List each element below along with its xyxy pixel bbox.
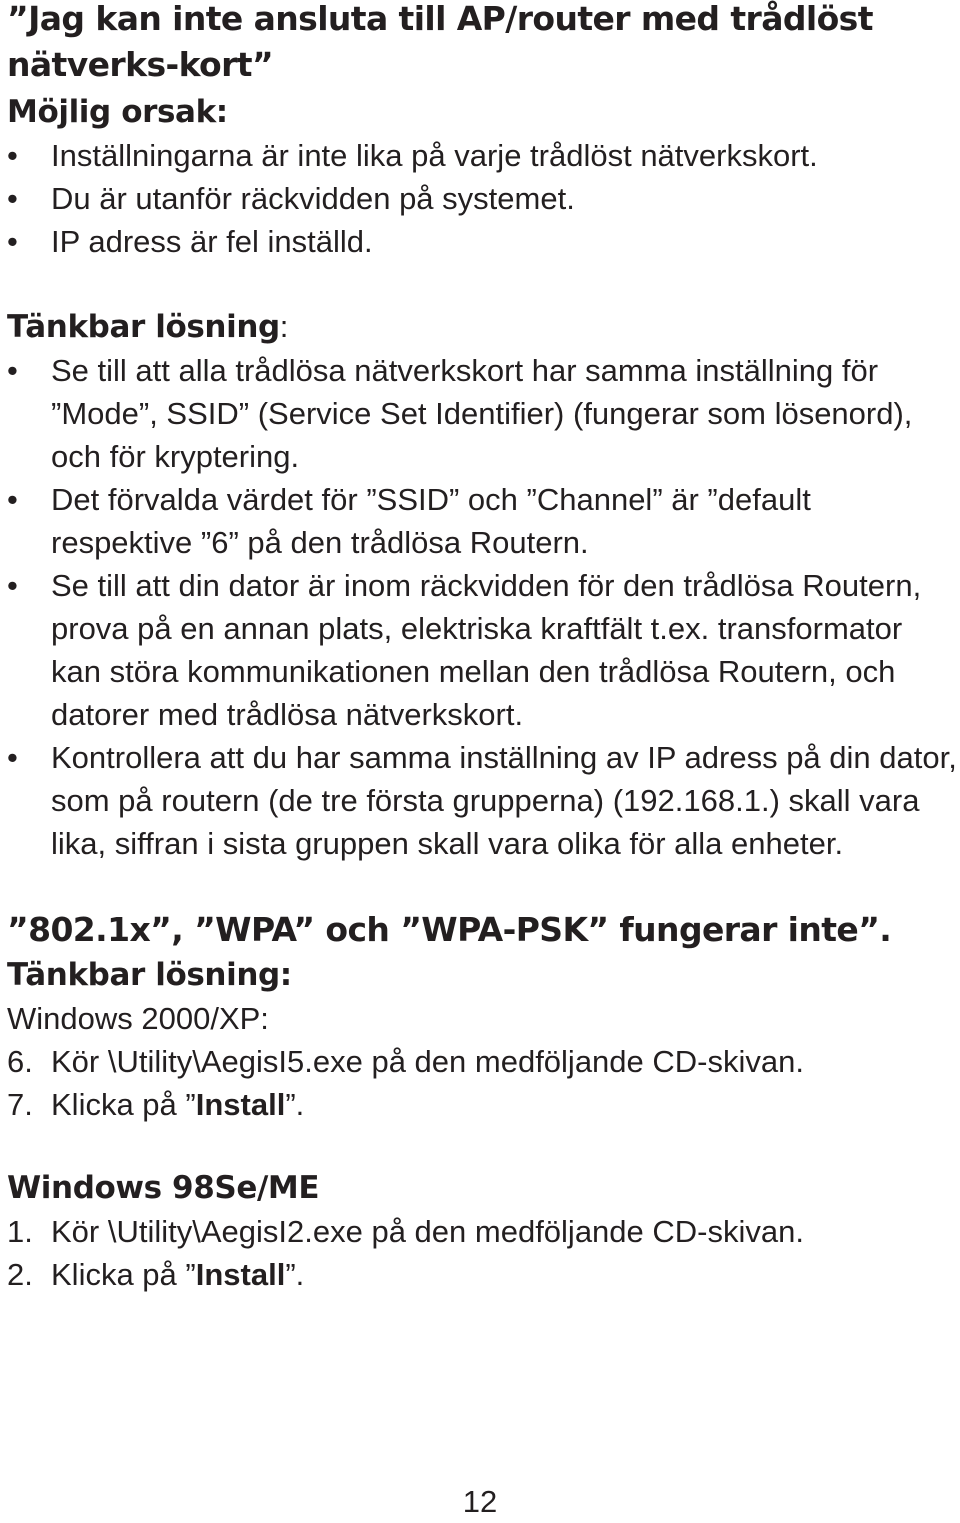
solution-heading [7, 305, 957, 349]
section-title-win98: Windows 98Se/ME [7, 1170, 320, 1206]
step-install-label: Install [195, 1087, 286, 1122]
solution-heading-colon: : [279, 309, 289, 344]
cause-item [7, 177, 957, 220]
solution-item [7, 349, 957, 478]
bullet-icon: • [7, 224, 18, 259]
bullet-icon: • [7, 138, 18, 173]
step-item [7, 1253, 957, 1296]
solution-item [7, 478, 957, 564]
os-label-win2000xp: Windows 2000/XP: [7, 1001, 269, 1036]
section-title-connect-issue: ”Jag kan inte ansluta till AP/router med trådlöst nätverks-kort” [7, 0, 873, 84]
solution-text: Se till att din dator är inom räckvidden för den trådlösa Routern, prova på en annan plats, elektriska kraftfält t.ex. transformator kan störa kommunikationen mellan den trådlösa Routern, och datorer med trådlösa nätverkskort. [51, 568, 922, 732]
steps-win2000xp [7, 1040, 957, 1126]
solution-text: Se till att alla trådlösa nätverkskort har samma inställning för ”Mode”, SSID” (Service Set Identifier) (fungerar som lösenord), och för kryptering. [51, 353, 913, 474]
solution-list [7, 349, 957, 865]
cause-item [7, 220, 957, 263]
step-text: Klicka på ” [51, 1257, 196, 1292]
solution-item [7, 736, 957, 865]
cause-list [7, 134, 957, 263]
solution-text: Kontrollera att du har samma inställning av IP adress på din dator, som på routern (de tre första grupperna) (192.168.1.) skall vara lika, siffran i sista gruppen skall vara olika för alla enheter. [51, 740, 957, 861]
solution-text: Det förvalda värdet för ”SSID” och ”Channel” är ”default respektive ”6” på den trådlösa Routern. [51, 482, 811, 560]
step-number: 7. [7, 1087, 33, 1122]
step-text: Kör \Utility\AegisI2.exe på den medföljande CD-skivan. [51, 1214, 804, 1249]
step-text-end: ”. [285, 1087, 305, 1122]
bullet-icon: • [7, 353, 18, 388]
spacer [7, 263, 957, 305]
document-page [7, 0, 957, 1296]
step-item [7, 1210, 957, 1253]
step-number: 2. [7, 1257, 33, 1292]
spacer [7, 865, 957, 907]
step-number: 1. [7, 1214, 33, 1249]
cause-text: IP adress är fel inställd. [51, 224, 373, 259]
solution-item [7, 564, 957, 736]
cause-heading: Möjlig orsak: [7, 94, 228, 130]
cause-item [7, 134, 957, 177]
bullet-icon: • [7, 181, 18, 216]
page-number: 12 [462, 1484, 498, 1519]
bullet-icon: • [7, 568, 18, 603]
steps-win98 [7, 1210, 957, 1296]
cause-text: Du är utanför räckvidden på systemet. [51, 181, 575, 216]
step-item [7, 1083, 957, 1126]
solution-heading-wpa: Tänkbar lösning: [7, 957, 292, 993]
bullet-icon: • [7, 482, 18, 517]
step-number: 6. [7, 1044, 33, 1079]
bullet-icon: • [7, 740, 18, 775]
step-text-end: ”. [285, 1257, 305, 1292]
section-title-wpa-issue: ”802.1x”, ”WPA” och ”WPA-PSK” fungerar inte”. [7, 910, 892, 949]
step-text: Kör \Utility\AegisI5.exe på den medföljande CD-skivan. [51, 1044, 804, 1079]
cause-text: Inställningarna är inte lika på varje trådlöst nätverkskort. [51, 138, 818, 173]
spacer [7, 1126, 957, 1166]
step-item [7, 1040, 957, 1083]
step-text: Klicka på ” [51, 1087, 196, 1122]
step-install-label: Install [195, 1257, 286, 1292]
solution-heading-text: Tänkbar lösning [7, 309, 280, 345]
